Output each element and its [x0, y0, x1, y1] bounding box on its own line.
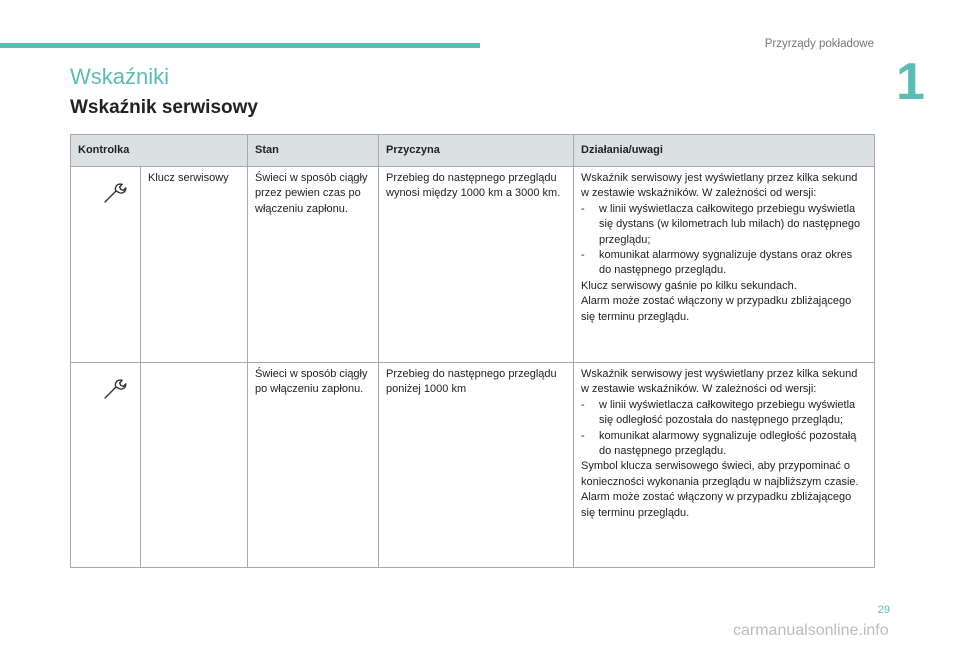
table-header-row — [71, 135, 875, 167]
watermark: carmanualsonline.info — [733, 622, 889, 639]
header-przyczyna: Przyczyna — [379, 135, 574, 167]
action-bullet: - komunikat alarmowy sygnalizuje dystans oraz okres do następnego przeglądu. — [581, 248, 853, 277]
top-accent-bar — [0, 43, 480, 48]
action-text: Symbol klucza serwisowego świeci, aby przypominać o konieczności wykonania przeglądu w najbliższym czasie. — [581, 460, 859, 488]
action-text: Wskaźnik serwisowy jest wyświetlany przez kilka sekund w zestawie wskaźników. W zależności od wersji: — [581, 368, 858, 396]
action-bullet: - w linii wyświetlacza całkowitego przebiegu wyświetla się odległość pozostała do następnego przeglądu; — [581, 398, 856, 427]
action-text: Klucz serwisowy gaśnie po kilku sekundach. — [581, 279, 797, 292]
indicator-state: Świeci w sposób ciągły przez pewien czas po włączeniu zapłonu. — [248, 167, 379, 363]
service-indicator-table — [70, 134, 875, 568]
action-bullet: - komunikat alarmowy sygnalizuje odległość pozostałą do następnego przeglądu. — [581, 429, 857, 457]
action-text: Wskaźnik serwisowy jest wyświetlany przez kilka sekund w zestawie wskaźników. W zależności od wersji: — [581, 172, 858, 200]
indicator-state: Świeci w sposób ciągły po włączeniu zapłonu. — [248, 363, 379, 568]
page-number: 29 — [877, 604, 890, 616]
header-stan: Stan — [248, 135, 379, 167]
indicator-icon-cell — [71, 363, 141, 568]
indicator-icon-cell — [71, 167, 141, 363]
section-name: Przyrządy pokładowe — [764, 38, 874, 50]
indicator-actions — [574, 167, 875, 363]
indicator-name — [141, 363, 248, 568]
section-subtitle: Wskaźnik serwisowy — [70, 97, 258, 118]
header-dzialania: Działania/uwagi — [574, 135, 875, 167]
indicator-cause: Przebieg do następnego przeglądu poniżej 1000 km — [379, 363, 574, 568]
page-title: Wskaźniki — [70, 64, 170, 89]
chapter-number: 1 — [896, 53, 925, 111]
indicator-actions — [574, 363, 875, 568]
action-text: Alarm może zostać włączony w przypadku zbliżającego się terminu przeglądu. — [581, 491, 852, 519]
action-bullet: - w linii wyświetlacza całkowitego przebiegu wyświetla się dystans (w kilometrach lub milach) do następnego przeglądu; — [581, 202, 861, 246]
indicator-cause: Przebieg do następnego przeglądu wynosi między 1000 km a 3000 km. — [379, 167, 574, 363]
table-row — [71, 363, 875, 568]
action-text: Alarm może zostać włączony w przypadku zbliżającego się terminu przeglądu. — [581, 295, 852, 323]
header-kontrolka: Kontrolka — [71, 135, 248, 167]
indicator-name: Klucz serwisowy — [141, 167, 248, 363]
wrench-icon — [103, 181, 127, 205]
table-row — [71, 167, 875, 363]
wrench-icon — [103, 377, 127, 401]
